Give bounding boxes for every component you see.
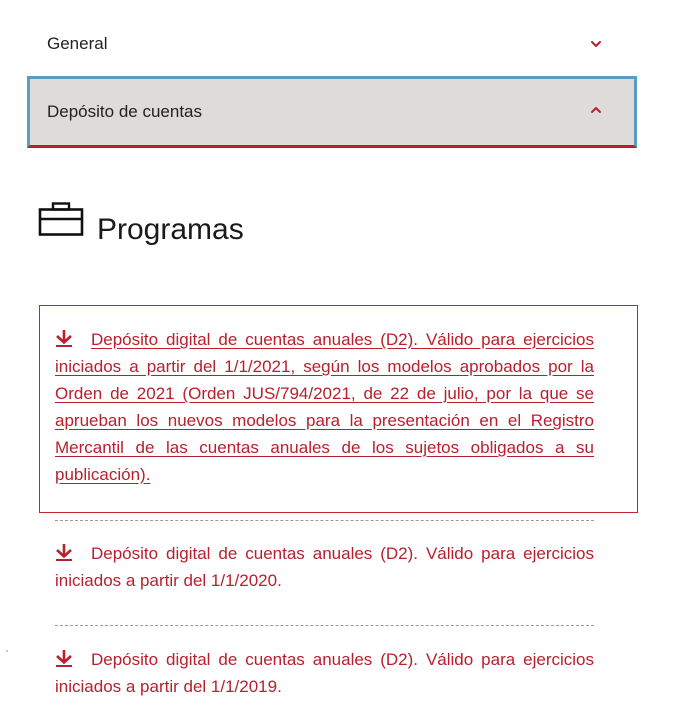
- download-item-2021[interactable]: [55, 326, 594, 488]
- accordion-deposito-cuentas[interactable]: [27, 76, 637, 148]
- accordion-general-label: General: [47, 34, 108, 53]
- accordion-general[interactable]: [28, 18, 636, 70]
- download-arrow-icon: [55, 328, 73, 346]
- chevron-up-icon: [586, 100, 606, 120]
- download-arrow-icon: [55, 542, 73, 560]
- divider: [55, 520, 594, 521]
- download-link-2019[interactable]: Depósito digital de cuentas anuales (D2). Válido para ejercicios iniciados a partir del 1/1/2019.: [55, 650, 594, 696]
- divider: [55, 625, 594, 626]
- chevron-down-icon: [586, 34, 606, 54]
- download-item-2019[interactable]: [55, 646, 594, 700]
- section-title: Programas: [97, 213, 244, 246]
- download-item-2020[interactable]: [55, 540, 594, 594]
- download-arrow-icon: [55, 648, 73, 666]
- download-link-2021[interactable]: Depósito digital de cuentas anuales (D2). Válido para ejercicios iniciados a partir del 1/1/2021, según los modelos aprobados por la Orden de 2021 (Orden JUS/794/2021, de 22 de julio, por la que se aprueban los nuevos modelos para la presentación en el Registro Mercantil de las cuentas anuales de los sujetos obligados a su publicación).: [55, 330, 594, 484]
- stray-mark: [6, 650, 8, 652]
- accordion-deposito-label: Depósito de cuentas: [47, 102, 202, 121]
- download-link-2020[interactable]: Depósito digital de cuentas anuales (D2). Válido para ejercicios iniciados a partir del 1/1/2020.: [55, 544, 594, 590]
- briefcase-icon: [38, 202, 84, 236]
